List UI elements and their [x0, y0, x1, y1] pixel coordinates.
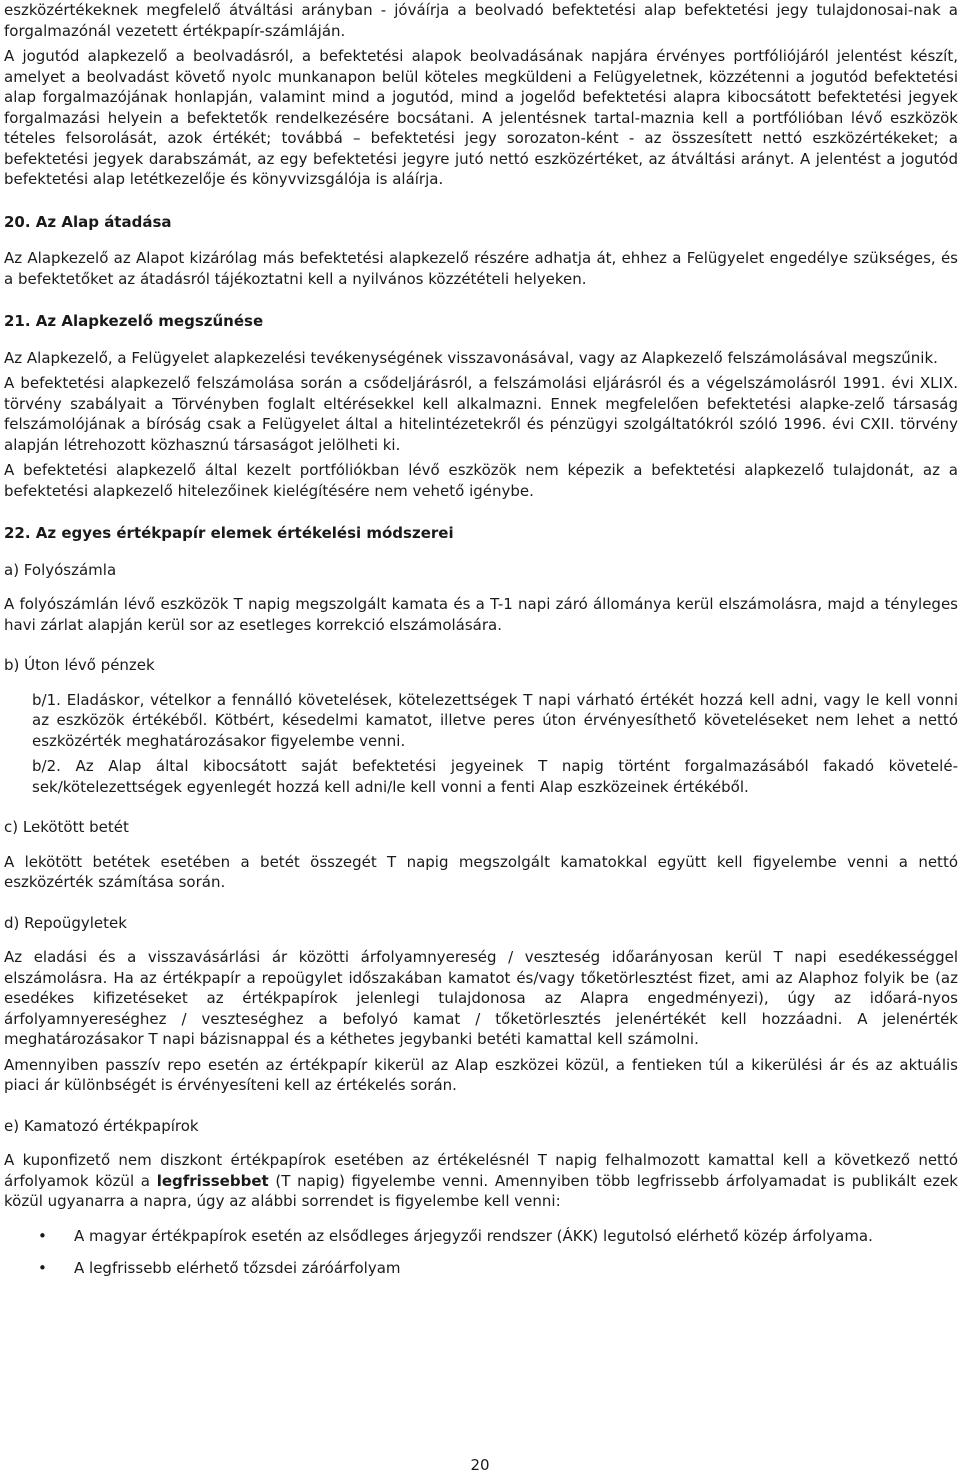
section-21-paragraph-2: A befektetési alapkezelő felszámolása során a csődeljárásról, a felszámolási eljárásról és a végelszámolásról 1991. évi XLIX. törvény szabályait a Törvényben foglalt eltérésekkel kell alkalmazni. Ennek megfelelően befektetési alapke-zelő társaság felszámolójának a bíróság csak a Felügyelet által a hitelintézetekről és pénzügyi szolgáltatókról szóló 1996. évi CXII. törvény alapján létrehozott közhasznú társaságot jelölheti ki.: [4, 374, 958, 454]
subsection-b2-paragraph: b/2. Az Alap által kibocsátott saját befektetési jegyeinek T napig történt forgalmazásából fakadó követelé-sek/kötelezettségek egyenlegét hozzá kell adni/le kell vonni a fenti Alap eszközeinek értékéből.: [32, 757, 958, 796]
subsection-d-paragraph-1: Az eladási és a visszavásárlási ár közötti árfolyamnyereség / veszteség időarányosan kerül T napi esedékességgel elszámolásra. Ha az értékpapír a repoügylet időszakában kamatot és/vagy tőketörlesztést fizet, ami az Alaphoz folyik be (az esedékes kifizetéseket az értékpapírok jelenlegi tulajdonosa az Alapra engedményezi), úgy az időará-nyos árfolyamnyereséghez / veszteséghez a befolyó kamat / tőketörlesztés jelenértékét kell hozzáadni. A jelenérték meghatározásakor T napi bázisnappal és a kéthetes jegybanki betéti kamattal kell számolni.: [4, 948, 958, 1048]
section-21-heading: 21. Az Alapkezelő megszűnése: [4, 312, 264, 330]
document-page: [4, 0, 958, 1291]
bullet-icon: •: [38, 1259, 47, 1277]
subsection-d-heading: d) Repoügyletek: [4, 913, 127, 932]
list-item: [4, 1258, 958, 1279]
list-item: [4, 1226, 958, 1247]
subsection-b1-paragraph: b/1. Eladáskor, vételkor a fennálló követelések, kötelezettségek T napi várható értékét hozzá kell adni, vagy le kell vonni az eszközök értékéből. Kötbért, késedelmi kamatot, illetve peres úton érvényesíthető követeléseket nem lehet a nettó eszközérték meghatározásakor figyelembe venni.: [32, 690, 958, 750]
bullet-icon: •: [38, 1226, 47, 1245]
subsection-c-paragraph: A lekötött betétek esetében a betét összegét T napig megszolgált kamatokkal együtt kell figyelembe venni a nettó eszközérték számítása során.: [4, 852, 958, 891]
subsection-b-heading: b) Úton lévő pénzek: [4, 656, 155, 674]
section-22-heading: 22. Az egyes értékpapír elemek értékelési módszerei: [4, 524, 454, 542]
subsection-e-text-end: (T napig) figyelembe venni. Amennyiben több legfrissebb árfolyamadat is publikált ezek közül ugyanarra a napra, úgy az alábbi sorrendet is figyelembe kell venni:: [4, 1171, 958, 1210]
subsection-c-heading: c) Lekötött betét: [4, 818, 129, 836]
subsection-d-paragraph-2: Amennyiben passzív repo esetén az értékpapír kikerül az Alap eszközei közül, a fentieken túl a kikerülési ár és az aktuális piaci ár különbségét is érvényesíteni kell az értékelés során.: [4, 1055, 958, 1094]
intro-paragraph-2: A jogutód alapkezelő a beolvadásról, a befektetési alapok beolvadásának napjára érvényes portfóliójáról jelentést készít, amelyet a beolvadást követő nyolc munkanapon belül köteles megküldeni a Felügyeletnek, közzétenni a jogutód befektetési alap forgalmazójának honlapján, valamint mind a jogutód, mind a jogelőd befektetési alapra kibocsátott befektetési jegyek forgalmazási helyein a befektetők rendelkezésére bocsátani. A jelentésnek tartal-maznia kell a portfólióban lévő eszközök tételes felsorolását, azok értékét; továbbá – befektetési jegy sorozaton-ként - az összesített nettó eszközértékeket; a befektetési jegyek darabszámát, az egy befektetési jegyre jutó nettó eszközértéket, az átváltási arányt. A jelentést a jogutód befektetési alap letétkezelője és könyvvizsgálója is aláírja.: [4, 47, 958, 188]
list-item-text: A magyar értékpapírok esetén az elsődleges árjegyzői rendszer (ÁKK) legutolsó elérhető közép árfolyama.: [74, 1226, 873, 1245]
valuation-priority-list: [4, 1226, 958, 1279]
subsection-e-bold-word: legfrissebbet: [156, 1171, 269, 1190]
intro-paragraph-1: eszközértékeknek megfelelő átváltási arányban - jóváírja a beolvadó befektetési alap befektetési jegy tulajdonosai-nak a forgalmazónál vezetett értékpapír-számláján.: [4, 1, 958, 40]
section-20-heading: 20. Az Alap átadása: [4, 212, 172, 231]
subsection-e-heading: e) Kamatozó értékpapírok: [4, 1116, 199, 1135]
subsection-e-text-start: A kuponfizető nem diszkont értékpapírok esetében az értékelésnél T napig felhalmozott kamattal kell a következő nettó árfolyamok közül a: [4, 1151, 958, 1190]
subsection-e-paragraph: [4, 1150, 958, 1212]
section-21-paragraph-3: A befektetési alapkezelő által kezelt portfóliókban lévő eszközök nem képezik a befektetési alapkezelő tulajdonát, az a befektetési alapkezelő hitelezőinek kielégítésére nem vehető igénybe.: [4, 461, 958, 500]
section-21-paragraph-1: Az Alapkezelő, a Felügyelet alapkezelési tevékenységének visszavonásával, vagy az Alapkezelő felszámolásával megszűnik.: [4, 348, 938, 367]
subsection-a-heading: a) Folyószámla: [4, 560, 117, 579]
list-item-text: A legfrissebb elérhető tőzsdei záróárfolyam: [74, 1259, 401, 1277]
page-number: 20: [470, 1456, 490, 1474]
section-20-paragraph: Az Alapkezelő az Alapot kizárólag más befektetési alapkezelő részére adhatja át, ehhez a Felügyelet engedélye szükséges, és a befektetőket az átadásról tájékoztatni kell a nyilvános közzétételi helyeken.: [4, 249, 958, 288]
subsection-a-paragraph: A folyószámlán lévő eszközök T napig megszolgált kamata és a T-1 napi záró állománya kerül elszámolásra, majd a tényleges havi zárlat alapján kerül sor az esetleges korrekció elszámolására.: [4, 595, 958, 634]
